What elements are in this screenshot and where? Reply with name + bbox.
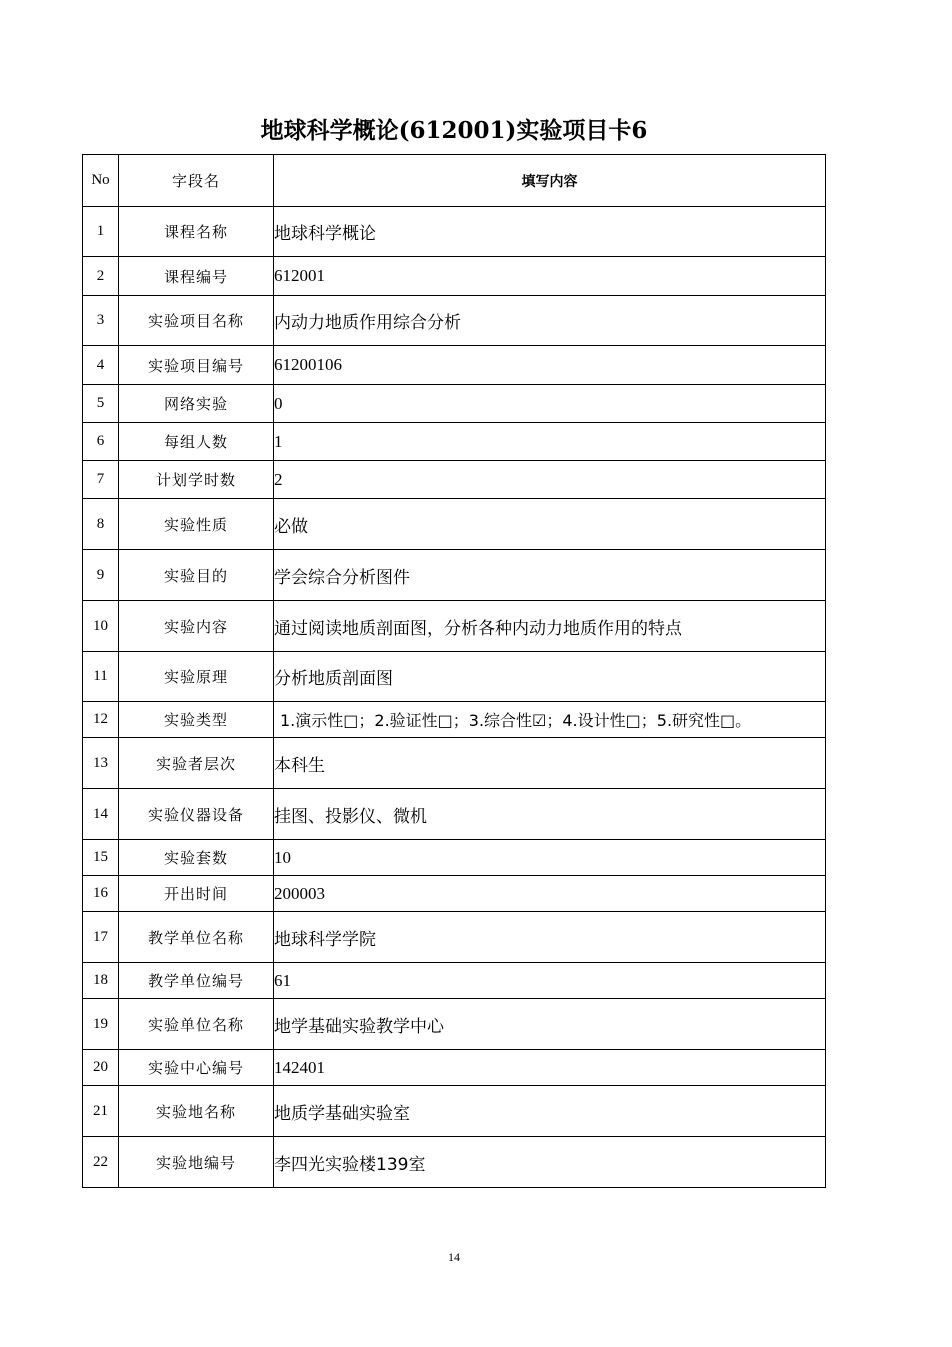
row-field-name: 实验者层次 (119, 738, 274, 789)
row-field-name: 开出时间 (119, 876, 274, 912)
row-no: 9 (83, 550, 119, 601)
row-value: 612001 (274, 257, 826, 296)
table-row (83, 499, 826, 550)
row-no: 10 (83, 601, 119, 652)
table-row (83, 840, 826, 876)
row-field-name: 教学单位名称 (119, 912, 274, 963)
row-value: 1 (274, 423, 826, 461)
row-no: 21 (83, 1086, 119, 1137)
row-field-name: 计划学时数 (119, 461, 274, 499)
row-value: 200003 (274, 876, 826, 912)
row-field-name: 实验项目名称 (119, 296, 274, 346)
page-title: 地球科学概论(612001)实验项目卡6 (260, 117, 648, 144)
row-field-name: 实验原理 (119, 652, 274, 702)
row-field-name: 每组人数 (119, 423, 274, 461)
row-no: 3 (83, 296, 119, 346)
row-value: 学会综合分析图件 (274, 550, 826, 601)
row-value: 1.演示性□；2.验证性□；3.综合性☑；4.设计性□；5.研究性□。 (274, 702, 826, 738)
table-row (83, 423, 826, 461)
table-row (83, 1137, 826, 1188)
table-row (83, 461, 826, 499)
table-row (83, 207, 826, 257)
row-no: 13 (83, 738, 119, 789)
page-number: 14 (448, 1250, 460, 1264)
row-value: 必做 (274, 499, 826, 550)
row-value: 0 (274, 385, 826, 423)
row-no: 15 (83, 840, 119, 876)
row-value: 142401 (274, 1050, 826, 1086)
row-value: 本科生 (274, 738, 826, 789)
row-no: 17 (83, 912, 119, 963)
table-row (83, 550, 826, 601)
table-row (83, 385, 826, 423)
row-value: 10 (274, 840, 826, 876)
row-value: 地质学基础实验室 (274, 1086, 826, 1137)
row-field-name: 实验目的 (119, 550, 274, 601)
row-value: 地学基础实验教学中心 (274, 999, 826, 1050)
row-field-name: 实验地编号 (119, 1137, 274, 1188)
row-no: 19 (83, 999, 119, 1050)
row-no: 2 (83, 257, 119, 296)
row-value: 李四光实验楼139室 (274, 1137, 826, 1188)
table-header-row (83, 155, 826, 207)
row-no: 11 (83, 652, 119, 702)
row-value: 分析地质剖面图 (274, 652, 826, 702)
table-row (83, 652, 826, 702)
row-no: 5 (83, 385, 119, 423)
table-row (83, 999, 826, 1050)
row-field-name: 实验类型 (119, 702, 274, 738)
row-no: 6 (83, 423, 119, 461)
table-row (83, 912, 826, 963)
table-row (83, 702, 826, 738)
row-value: 内动力地质作用综合分析 (274, 296, 826, 346)
row-field-name: 实验地名称 (119, 1086, 274, 1137)
row-field-name: 课程名称 (119, 207, 274, 257)
row-no: 20 (83, 1050, 119, 1086)
header-field-name: 字段名 (119, 155, 274, 207)
row-no: 7 (83, 461, 119, 499)
row-field-name: 实验套数 (119, 840, 274, 876)
row-no: 1 (83, 207, 119, 257)
header-content: 填写内容 (274, 155, 826, 207)
row-field-name: 实验性质 (119, 499, 274, 550)
row-field-name: 实验内容 (119, 601, 274, 652)
row-no: 18 (83, 963, 119, 999)
row-value: 61200106 (274, 346, 826, 385)
row-field-name: 实验项目编号 (119, 346, 274, 385)
table-row (83, 346, 826, 385)
table-row (83, 963, 826, 999)
table-row (83, 1050, 826, 1086)
row-no: 12 (83, 702, 119, 738)
experiment-card-table (82, 154, 826, 1188)
row-field-name: 教学单位编号 (119, 963, 274, 999)
row-field-name: 实验中心编号 (119, 1050, 274, 1086)
row-no: 22 (83, 1137, 119, 1188)
row-value: 地球科学学院 (274, 912, 826, 963)
row-field-name: 网络实验 (119, 385, 274, 423)
table-row (83, 296, 826, 346)
row-no: 14 (83, 789, 119, 840)
row-value: 2 (274, 461, 826, 499)
table-row (83, 789, 826, 840)
row-no: 4 (83, 346, 119, 385)
row-value: 通过阅读地质剖面图，分析各种内动力地质作用的特点 (274, 601, 826, 652)
row-value: 挂图、投影仪、微机 (274, 789, 826, 840)
row-value: 地球科学概论 (274, 207, 826, 257)
row-field-name: 实验单位名称 (119, 999, 274, 1050)
table-row (83, 601, 826, 652)
row-no: 8 (83, 499, 119, 550)
row-no: 16 (83, 876, 119, 912)
table-row (83, 876, 826, 912)
table-row (83, 738, 826, 789)
table-row (83, 1086, 826, 1137)
row-value: 61 (274, 963, 826, 999)
header-no: No (83, 155, 119, 207)
table-row (83, 257, 826, 296)
row-field-name: 实验仪器设备 (119, 789, 274, 840)
row-field-name: 课程编号 (119, 257, 274, 296)
